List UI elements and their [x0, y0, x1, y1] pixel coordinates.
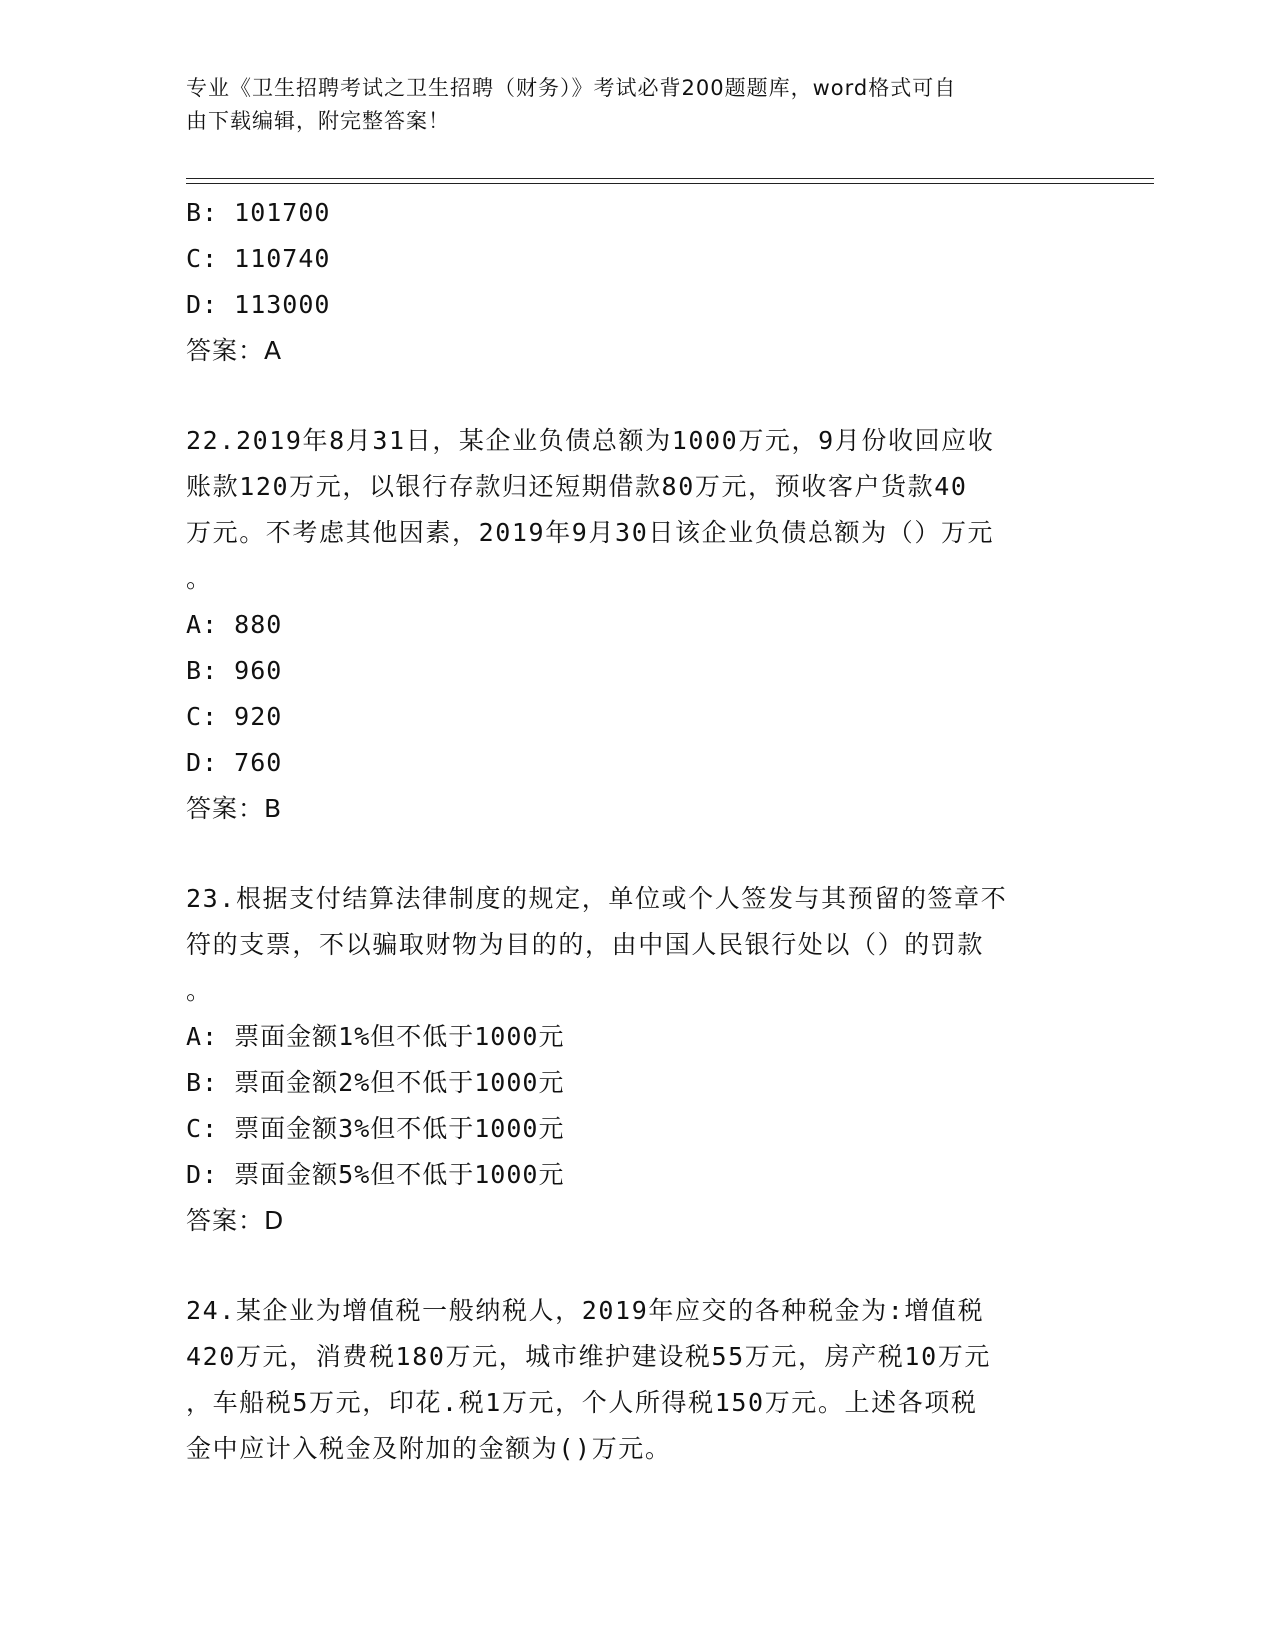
- header-divider-top: [186, 178, 1154, 179]
- option-a: A: 票面金额1%但不低于1000元: [186, 1022, 565, 1051]
- question-text-line: 420万元，消费税180万元，城市维护建设税55万元，房产税10万元: [186, 1342, 991, 1371]
- question-text-line: 金中应计入税金及附加的金额为()万元。: [186, 1434, 672, 1463]
- spacer: [186, 374, 1086, 418]
- header-title-line-1: 专业《卫生招聘考试之卫生招聘（财务）》考试必背200题题库，word格式可自: [186, 76, 957, 100]
- question-23: [186, 876, 1086, 1244]
- prev-question-block: [186, 190, 1086, 374]
- header-title-line-2: 由下载编辑，附完整答案！: [186, 109, 450, 133]
- question-text-line: 22.2019年8月31日，某企业负债总额为1000万元，9月份收回应收: [186, 426, 995, 455]
- question-content: [186, 190, 1086, 1472]
- spacer: [186, 832, 1086, 876]
- option-c: C: 920: [186, 702, 283, 731]
- question-24: [186, 1288, 1086, 1472]
- header-divider-bottom: [186, 183, 1154, 184]
- option-b: B: 票面金额2%但不低于1000元: [186, 1068, 565, 1097]
- question-text-line: 。: [186, 564, 213, 593]
- answer-line: 答案：A: [186, 336, 283, 365]
- question-text-line: 账款120万元，以银行存款归还短期借款80万元，预收客户货款40: [186, 472, 968, 501]
- question-22: [186, 418, 1086, 832]
- question-text-line: 23.根据支付结算法律制度的规定，单位或个人签发与其预留的签章不: [186, 884, 1008, 913]
- question-text-line: 万元。不考虑其他因素，2019年9月30日该企业负债总额为（）万元: [186, 518, 995, 547]
- option-d: D: 票面金额5%但不低于1000元: [186, 1160, 565, 1189]
- option-b: B: 101700: [186, 198, 331, 227]
- question-text-line: ，车船税5万元，印花.税1万元，个人所得税150万元。上述各项税: [186, 1388, 978, 1417]
- question-text-line: 。: [186, 976, 213, 1005]
- option-d: D: 760: [186, 748, 283, 777]
- option-a: A: 880: [186, 610, 283, 639]
- option-c: C: 票面金额3%但不低于1000元: [186, 1114, 565, 1143]
- option-b: B: 960: [186, 656, 283, 685]
- answer-line: 答案：B: [186, 794, 283, 823]
- spacer: [186, 1244, 1086, 1288]
- option-c: C: 110740: [186, 244, 331, 273]
- question-text-line: 24.某企业为增值税一般纳税人，2019年应交的各种税金为:增值税: [186, 1296, 985, 1325]
- document-header: [186, 72, 1076, 138]
- option-d: D: 113000: [186, 290, 331, 319]
- answer-line: 答案：D: [186, 1206, 285, 1235]
- question-text-line: 符的支票，不以骗取财物为目的的，由中国人民银行处以（）的罚款: [186, 930, 985, 959]
